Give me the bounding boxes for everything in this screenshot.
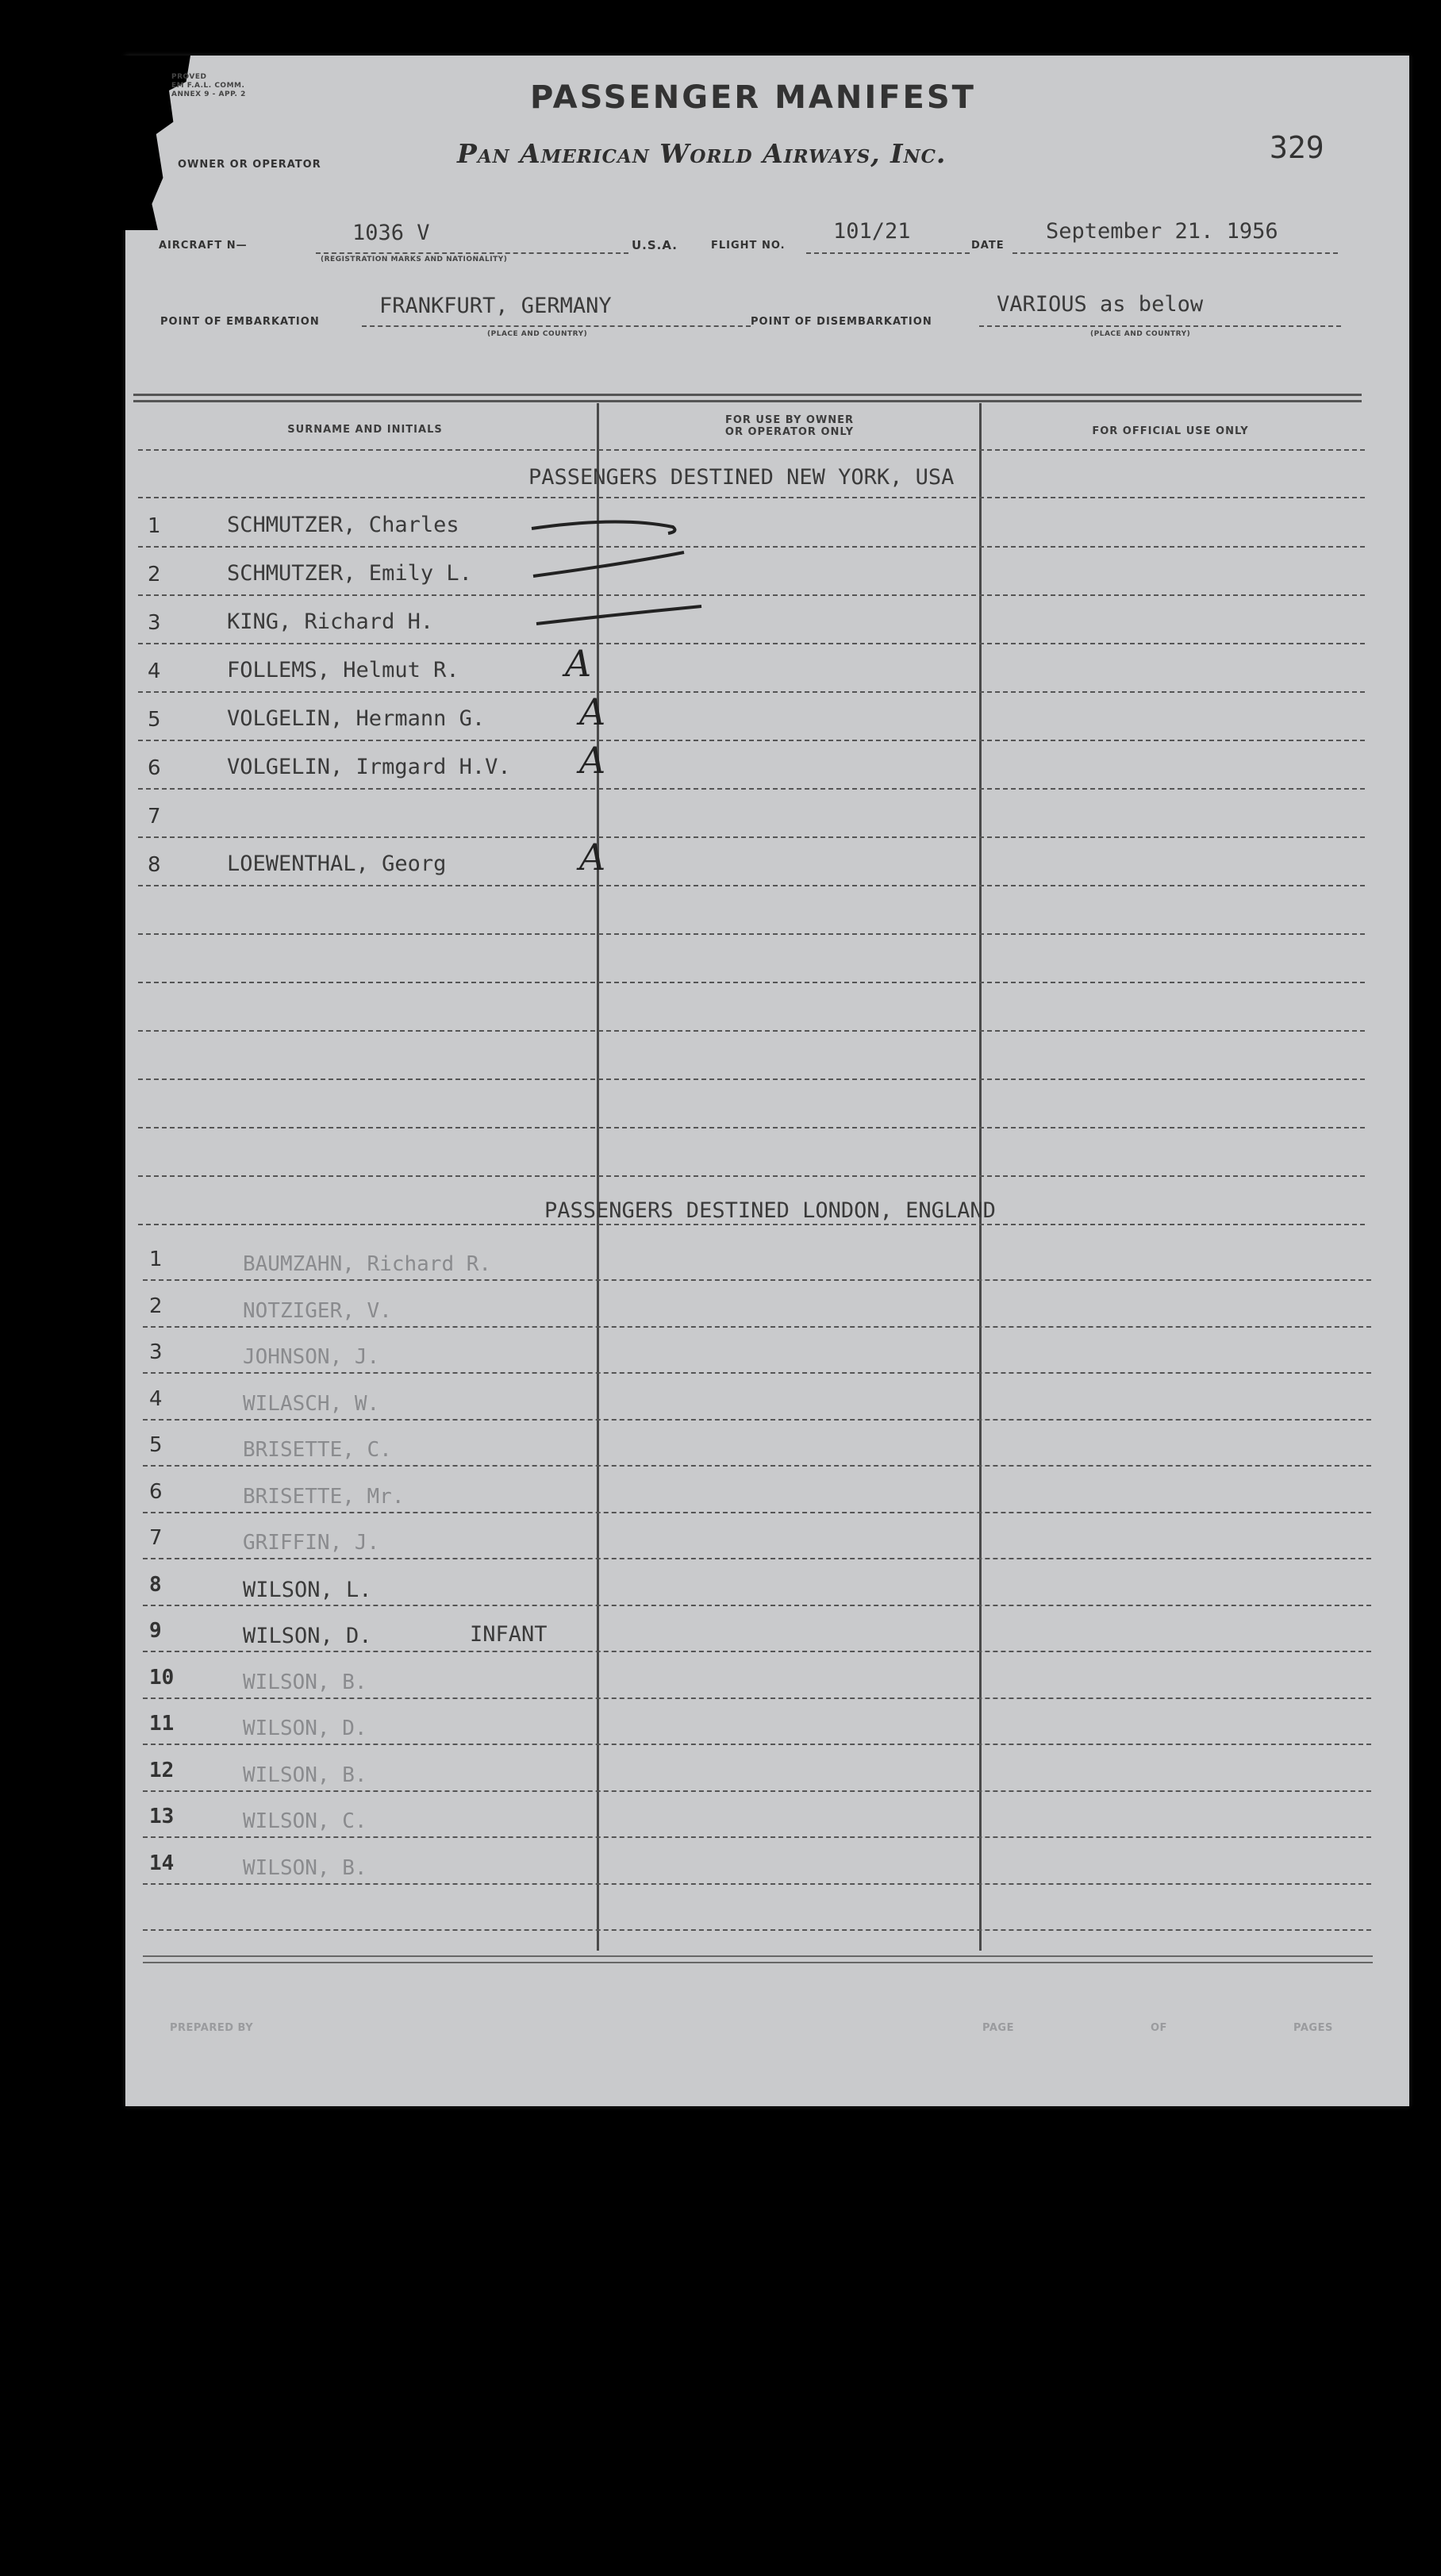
passenger-number: 13 (149, 1805, 175, 1828)
passenger-name: LOEWENTHAL, Georg (227, 852, 447, 876)
passenger-number: 6 (149, 1479, 163, 1504)
row-rule (143, 1836, 1371, 1838)
passenger-number: 4 (149, 1386, 163, 1411)
passenger-name: BRISETTE, Mr. (243, 1484, 405, 1509)
passenger-number: 6 (148, 756, 161, 780)
row-rule (143, 1558, 1371, 1559)
passenger-name: NOTZIGER, V. (243, 1298, 392, 1323)
row-rule (143, 1465, 1371, 1467)
passenger-number: 1 (148, 514, 161, 538)
approval-stamp: PROVED EM F.A.L. COMM. ANNEX 9 - APP. 2 (171, 73, 246, 98)
passenger-name: JOHNSON, J. (243, 1345, 380, 1369)
row-rule (143, 1372, 1371, 1374)
passenger-number: 4 (148, 659, 161, 683)
passenger-name: WILSON, C. (243, 1809, 367, 1833)
passenger-number: 3 (148, 611, 161, 635)
row-rule (138, 740, 1365, 741)
row-rule (138, 933, 1365, 935)
row-rule (138, 1127, 1365, 1128)
disembarkation-value: VARIOUS as below (997, 292, 1204, 317)
passenger-number: 2 (149, 1294, 163, 1318)
passenger-number: 7 (149, 1526, 163, 1550)
passenger-number: 9 (149, 1619, 162, 1643)
passenger-number: 10 (149, 1665, 175, 1690)
handwritten-mark: A (579, 836, 606, 879)
passenger-name: WILSON, D. (243, 1624, 372, 1648)
disembarkation-label: POINT OF DISEMBARKATION (751, 316, 932, 328)
row-rule (143, 1929, 1371, 1931)
disembarkation-sublabel: (PLACE AND COUNTRY) (1090, 330, 1191, 338)
row-rule (143, 1326, 1371, 1328)
row-rule (138, 1175, 1365, 1177)
footer-of-label: OF (1151, 2022, 1167, 2034)
passenger-name: SCHMUTZER, Emily L. (227, 561, 472, 586)
row-rule (138, 449, 1365, 451)
footer-pages-label: PAGES (1293, 2022, 1333, 2034)
passenger-name: WILSON, D. (243, 1717, 367, 1740)
owner-label: OWNER OR OPERATOR (178, 159, 321, 171)
footer-page-label: PAGE (982, 2022, 1014, 2034)
page-number: 329 (1270, 130, 1324, 165)
row-rule (143, 1419, 1371, 1421)
passenger-name: VOLGELIN, Hermann G. (227, 706, 486, 731)
passenger-name: BRISETTE, C. (243, 1438, 392, 1462)
row-rule (143, 1883, 1371, 1885)
passenger-number: 8 (148, 853, 161, 877)
row-rule (138, 885, 1365, 886)
passenger-name: WILSON, B. (243, 1763, 367, 1787)
aircraft-label: AIRCRAFT N— (159, 240, 248, 252)
handwritten-mark: A (579, 690, 606, 733)
passenger-name: GRIFFIN, J. (243, 1531, 380, 1555)
passenger-name: SCHMUTZER, Charles (227, 513, 459, 537)
country-label: U.S.A. (632, 238, 678, 252)
passenger-number: 5 (148, 708, 161, 732)
row-rule (138, 546, 1365, 548)
row-rule (143, 1697, 1371, 1699)
passenger-number: 1 (149, 1248, 163, 1271)
passenger-number: 3 (149, 1340, 163, 1364)
embarkation-label: POINT OF EMBARKATION (160, 316, 320, 328)
page-title: PASSENGER MANIFEST (530, 79, 976, 116)
passenger-name: KING, Richard H. (227, 609, 434, 634)
passenger-number: 12 (149, 1758, 175, 1782)
passenger-name: VOLGELIN, Irmgard H.V. (227, 755, 511, 779)
passenger-name: WILSON, B. (243, 1670, 367, 1694)
passenger-name: FOLLEMS, Helmut R. (227, 658, 459, 682)
passenger-number: 7 (148, 805, 161, 829)
row-rule (138, 594, 1365, 596)
row-rule (143, 1651, 1371, 1652)
embarkation-sublabel: (PLACE AND COUNTRY) (487, 330, 588, 338)
handwritten-mark: A (579, 739, 606, 782)
handwritten-strokes (524, 513, 706, 632)
row-rule (138, 1030, 1365, 1032)
row-rule (143, 1512, 1371, 1513)
passenger-number: 14 (149, 1851, 175, 1875)
passenger-number: 5 (149, 1433, 163, 1457)
footer-prepared-by: PREPARED BY (170, 2022, 254, 2034)
passenger-name: WILASCH, W. (243, 1391, 380, 1416)
column-header-owner: FOR USE BY OWNER OR OPERATOR ONLY (724, 414, 855, 438)
passenger-name: WILSON, B. (243, 1855, 367, 1880)
date-value: September 21. 1956 (1046, 219, 1278, 244)
section-heading-london: PASSENGERS DESTINED LONDON, ENGLAND (544, 1198, 996, 1223)
row-rule (138, 1224, 1365, 1225)
passenger-number: 11 (149, 1712, 175, 1736)
handwritten-mark: A (565, 642, 592, 685)
row-rule (143, 1744, 1371, 1745)
row-rule (138, 788, 1365, 790)
row-rule (143, 1790, 1371, 1792)
manifest-sheet (125, 56, 1409, 2106)
passenger-name: WILSON, L. (243, 1577, 372, 1602)
passenger-note: INFANT (470, 1622, 548, 1647)
passenger-number: 8 (149, 1572, 162, 1597)
aircraft-sublabel: (REGISTRATION MARKS AND NATIONALITY) (321, 256, 508, 263)
row-rule (143, 1279, 1371, 1281)
row-rule (138, 643, 1365, 644)
flight-label: FLIGHT NO. (711, 240, 786, 252)
row-rule (138, 497, 1365, 498)
row-rule (138, 691, 1365, 693)
aircraft-value: 1036 V (352, 221, 430, 245)
row-rule (138, 1078, 1365, 1080)
column-header-official: FOR OFFICIAL USE ONLY (1092, 425, 1249, 437)
passenger-name: BAUMZAHN, Richard R. (243, 1252, 492, 1276)
row-rule (143, 1605, 1371, 1606)
embarkation-value: FRANKFURT, GERMANY (379, 294, 612, 318)
date-label: DATE (971, 240, 1005, 252)
row-rule (138, 982, 1365, 983)
column-header-names: SURNAME AND INITIALS (287, 424, 443, 436)
airline-name: Pan American World Airways, Inc. (457, 138, 947, 169)
passenger-number: 2 (148, 563, 161, 586)
row-rule (138, 836, 1365, 838)
flight-value: 101/21 (833, 219, 911, 244)
section-heading-new-york: PASSENGERS DESTINED NEW YORK, USA (528, 465, 955, 490)
